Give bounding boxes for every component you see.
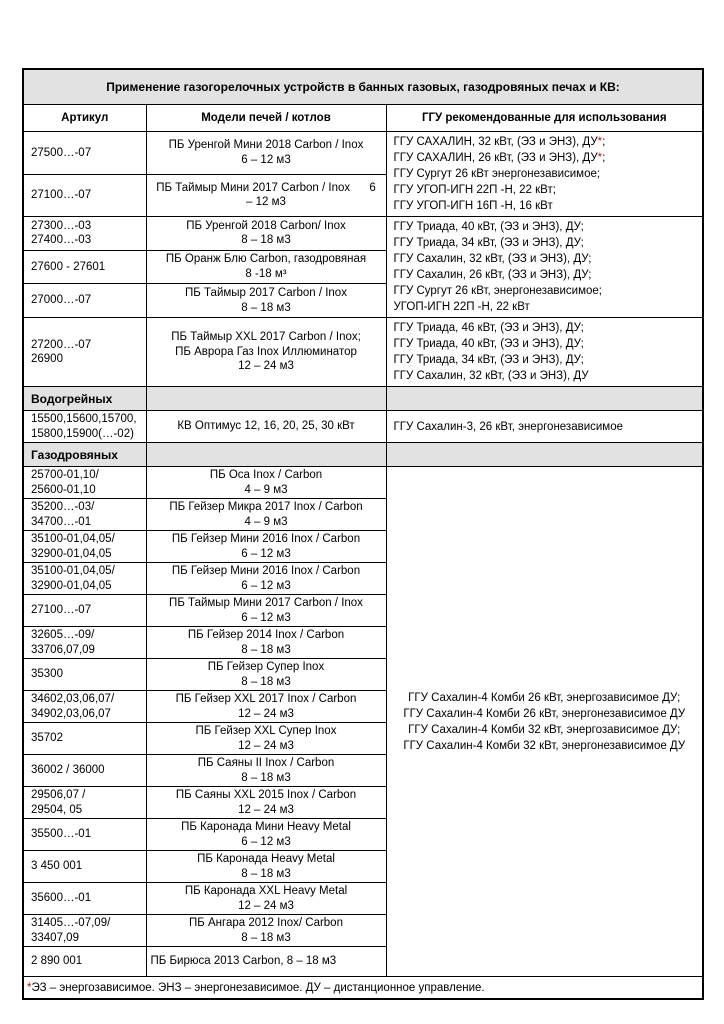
section-empty-cell <box>386 387 703 411</box>
article-line: 25700-01,10/ <box>31 469 99 481</box>
model-cell <box>146 627 386 659</box>
ggu-text: ГГУ Триада, 34 кВт, (ЭЗ и ЭНЗ), ДУ; <box>393 354 584 366</box>
model-line: КВ Оптимус 12, 16, 20, 25, 30 кВт <box>177 420 355 433</box>
ggu-text: ГГУ САХАЛИН, 32 кВт, (ЭЗ и ЭНЗ), ДУ <box>393 136 598 148</box>
model-line: ПБ Гейзер 2014 Inox / Carbon <box>187 629 345 641</box>
article-line: 34902,03,06,07 <box>31 707 111 720</box>
model-line: ПБ Гейзер Микра 2017 Inox / Carbon <box>169 501 363 513</box>
article-line: 27600 - 27601 <box>31 260 106 273</box>
article-line: 27100…-07 <box>31 189 92 201</box>
section-empty-cell <box>146 387 386 411</box>
ggu-text: ГГУ Триада, 40 кВт, (ЭЗ и ЭНЗ), ДУ; <box>393 221 584 233</box>
model-cell <box>146 499 386 531</box>
ggu-cell <box>386 318 703 387</box>
model-line: 8 – 18 м3 <box>241 867 291 880</box>
ggu-text: ГГУ Триада, 40 кВт, (ЭЗ и ЭНЗ), ДУ; <box>393 338 584 350</box>
ggu-text: ГГУ Сахалин-4 Комби 32 кВт, энергонезависимое ДУ <box>403 739 686 752</box>
model-line: 4 – 9 м3 <box>244 515 288 528</box>
ggu-text: ГГУ Сахалин-3, 26 кВт, энергонезависимое <box>393 420 624 433</box>
model-line: ПБ Саяны XXL 2015 Inox / Carbon <box>175 789 357 801</box>
ggu-line <box>394 267 701 283</box>
column-header-article: Артикул <box>23 105 146 132</box>
model-cell <box>146 723 386 755</box>
model-line: 8 – 18 м3 <box>241 301 291 314</box>
ggu-text: ГГУ Сахалин-4 Комби 26 кВт, энергозависимое ДУ; <box>408 691 681 704</box>
model-line: 6 – 12 м3 <box>241 835 291 848</box>
article-cell <box>23 947 146 977</box>
table-row <box>23 411 703 443</box>
model-line: 8 – 18 м3 <box>241 675 291 688</box>
model-line: ПБ Таймыр Мини 2017 Carbon / Inox <box>169 597 363 609</box>
ggu-application-table <box>22 68 704 1000</box>
model-line: 6 – 12 м3 <box>241 579 291 592</box>
article-cell <box>23 883 146 915</box>
article-cell <box>23 819 146 851</box>
article-line: 15500,15600,15700, <box>31 413 137 425</box>
ggu-line <box>394 368 701 384</box>
model-cell <box>146 787 386 819</box>
model-cell <box>146 755 386 787</box>
section-label: Водогрейных <box>23 387 146 411</box>
article-cell <box>23 787 146 819</box>
footnote-cell <box>23 977 703 1000</box>
article-line: 29506,07 / <box>31 789 86 801</box>
article-line: 27100…-07 <box>31 604 92 617</box>
table-row <box>23 467 703 499</box>
article-cell <box>23 659 146 691</box>
article-cell <box>23 284 146 318</box>
article-line: 35600…-01 <box>31 892 92 905</box>
article-line: 35100-01,04,05/ <box>31 533 115 545</box>
model-cell <box>146 318 386 387</box>
ggu-suffix: ; <box>602 152 606 164</box>
model-line: ПБ Ангара 2012 Inox/ Carbon <box>189 917 343 929</box>
model-cell <box>146 883 386 915</box>
model-line: ПБ Каронада Heavy Metal <box>197 853 335 865</box>
article-cell <box>23 250 146 284</box>
ggu-text: УГОП-ИГН 22П -Н, 22 кВт <box>393 301 530 313</box>
footnote-row <box>23 977 703 1000</box>
model-line: ПБ Уренгой 2018 Carbon/ Inox <box>186 219 346 232</box>
ggu-line <box>394 235 701 251</box>
ggu-text: ГГУ Сахалин, 26 кВт, (ЭЗ и ЭНЗ), ДУ; <box>393 269 592 281</box>
ggu-text: ГГУ УГОП-ИГН 22П -Н, 22 кВт; <box>393 184 556 196</box>
article-line: 36002 / 36000 <box>31 764 105 777</box>
article-line: 32900-01,04,05 <box>31 547 112 560</box>
model-line: 8 – 18 м3 <box>241 643 291 656</box>
ggu-text: ГГУ Сахалин-4 Комби 32 кВт, энергозависимое ДУ; <box>408 723 681 736</box>
article-cell <box>23 467 146 499</box>
footnote-ref-asterisk: * <box>597 136 603 148</box>
article-line: 34700…-01 <box>31 515 92 528</box>
ggu-line <box>394 283 701 299</box>
model-line: ПБ Гейзер XXL Супер Inox <box>195 725 337 737</box>
model-cell <box>146 947 386 977</box>
model-line: ПБ Гейзер XXL 2017 Inox / Carbon <box>175 693 357 705</box>
article-line: 33407,09 <box>31 931 79 944</box>
article-line: 27400…-03 <box>31 234 92 247</box>
model-line: 6 – 12 м3 <box>241 611 291 624</box>
model-line: ПБ Оранж Блю Carbon, газодровяная <box>165 253 367 266</box>
ggu-text: ГГУ Сахалин, 32 кВт, (ЭЗ и ЭНЗ), ДУ; <box>393 253 592 265</box>
article-line: 15800,15900(…-02) <box>31 427 134 440</box>
model-line: 12 – 24 м3 <box>238 707 294 720</box>
article-line: 35500…-01 <box>31 828 92 841</box>
ggu-line <box>394 198 701 214</box>
article-line: 27500…-07 <box>31 146 92 159</box>
ggu-cell <box>386 411 703 443</box>
model-cell <box>146 132 386 175</box>
model-cell <box>146 851 386 883</box>
section-label: Газодровяных <box>23 443 146 467</box>
model-line: 12 – 24 м3 <box>238 360 294 373</box>
ggu-line <box>394 182 701 198</box>
article-cell <box>23 691 146 723</box>
model-line: ПБ Таймыр 2017 Carbon / Inox <box>185 287 347 300</box>
model-line: ПБ Гейзер Супер Inox <box>207 661 325 673</box>
title-row <box>23 69 703 105</box>
table-row <box>23 217 703 251</box>
model-line: ПБ Каронада XXL Heavy Metal <box>184 885 348 897</box>
model-line: ПБ Аврора Газ Inox Иллюминатор <box>175 345 357 358</box>
model-cell <box>146 411 386 443</box>
article-cell <box>23 318 146 387</box>
article-line: 27300…-03 <box>31 219 92 232</box>
ggu-line <box>394 251 701 267</box>
model-line: 4 – 9 м3 <box>244 483 288 496</box>
model-cell <box>146 819 386 851</box>
article-line: 29504, 05 <box>31 803 83 816</box>
ggu-line <box>394 134 701 150</box>
article-cell <box>23 627 146 659</box>
article-line: 35300 <box>31 668 63 681</box>
article-line: 27000…-07 <box>31 294 92 307</box>
article-line: 25600-01,10 <box>31 483 96 496</box>
model-line: 6 – 12 м3 <box>241 547 291 560</box>
model-cell <box>146 595 386 627</box>
article-line: 32900-01,04,05 <box>31 579 112 592</box>
model-line: 6 – 12 м3 <box>241 153 291 166</box>
article-cell <box>23 174 146 217</box>
model-line: 8 – 18 м3 <box>241 931 291 944</box>
model-line: ПБ Уренгой Мини 2018 Carbon / Inox <box>168 139 364 152</box>
ggu-line <box>394 320 701 336</box>
model-line: ПБ Таймыр Мини 2017 Carbon / Inox 6 <box>156 181 376 194</box>
model-line: 8 – 18 м3 <box>241 234 291 247</box>
model-line: – 12 м3 <box>246 196 286 209</box>
article-line: 35100-01,04,05/ <box>31 565 115 577</box>
article-line: 35702 <box>31 732 63 745</box>
footnote-asterisk: * <box>27 981 32 994</box>
article-cell <box>23 411 146 443</box>
article-cell <box>23 595 146 627</box>
article-line: 3 450 001 <box>31 860 83 873</box>
article-line: 32605…-09/ <box>31 629 95 641</box>
model-line: ПБ Саяны II Inox / Carbon <box>197 757 335 769</box>
article-cell <box>23 723 146 755</box>
footnote-ref-asterisk: * <box>597 152 603 164</box>
column-header-ggu: ГГУ рекомендованные для использования <box>386 105 703 132</box>
article-line: 27200…-07 <box>31 338 92 351</box>
model-cell <box>146 284 386 318</box>
model-cell <box>146 217 386 251</box>
ggu-text: ГГУ Триада, 34 кВт, (ЭЗ и ЭНЗ), ДУ; <box>393 237 584 249</box>
model-line: 12 – 24 м3 <box>238 739 294 752</box>
section-band-row <box>23 387 703 411</box>
ggu-line <box>394 299 701 315</box>
table-title: Применение газогорелочных устройств в банных газовых, газодровяных печах и КВ: <box>23 69 703 105</box>
model-cell <box>146 467 386 499</box>
ggu-text: ГГУ УГОП-ИГН 16П -Н, 16 кВт <box>393 200 553 212</box>
ggu-line <box>394 219 701 235</box>
article-line: 26900 <box>31 353 63 365</box>
footnote-text: ЭЗ – энергозависимое. ЭНЗ – энергонезависимое. ДУ – дистанционное управление. <box>31 981 485 994</box>
model-line: ПБ Гейзер Мини 2016 Inox / Carbon <box>171 565 361 577</box>
model-cell <box>146 563 386 595</box>
column-header-row <box>23 105 703 132</box>
model-line: ПБ Гейзер Мини 2016 Inox / Carbon <box>171 533 361 545</box>
ggu-line <box>389 738 701 754</box>
article-line: 34602,03,06,07/ <box>31 693 115 705</box>
model-cell <box>146 915 386 947</box>
ggu-line <box>389 722 701 738</box>
ggu-line <box>394 166 701 182</box>
model-cell <box>146 531 386 563</box>
ggu-text: ГГУ Сахалин, 32 кВт, (ЭЗ и ЭНЗ), ДУ <box>393 370 589 382</box>
ggu-line <box>394 336 701 352</box>
ggu-cell <box>386 132 703 217</box>
model-line: ПБ Бирюса 2013 Carbon, 8 – 18 м3 <box>150 955 337 968</box>
ggu-text: ГГУ Сургут 26 кВт энергонезависимое; <box>393 168 601 180</box>
model-cell <box>146 691 386 723</box>
ggu-text: ГГУ Триада, 46 кВт, (ЭЗ и ЭНЗ), ДУ; <box>393 322 584 334</box>
article-line: 31405…-07,09/ <box>31 917 111 929</box>
table-row <box>23 318 703 387</box>
table-row <box>23 132 703 175</box>
article-cell <box>23 217 146 251</box>
article-cell <box>23 132 146 175</box>
column-header-models: Модели печей / котлов <box>146 105 386 132</box>
ggu-line <box>394 150 701 166</box>
ggu-suffix: ; <box>602 136 606 148</box>
article-cell <box>23 499 146 531</box>
model-line: ПБ Каронада Мини Heavy Metal <box>181 821 351 833</box>
model-cell <box>146 659 386 691</box>
article-cell <box>23 531 146 563</box>
ggu-text: ГГУ Сахалин-4 Комби 26 кВт, энергонезависимое ДУ <box>403 707 686 720</box>
article-cell <box>23 915 146 947</box>
article-cell <box>23 851 146 883</box>
ggu-line <box>389 690 701 706</box>
model-line: 8 -18 м³ <box>245 267 287 280</box>
section-empty-cell <box>386 443 703 467</box>
ggu-line <box>389 706 701 722</box>
ggu-text: ГГУ Сургут 26 кВт, энергонезависимое; <box>393 285 602 297</box>
article-cell <box>23 563 146 595</box>
model-cell <box>146 174 386 217</box>
ggu-text: ГГУ САХАЛИН, 26 кВт, (ЭЗ и ЭНЗ), ДУ <box>393 152 598 164</box>
section-empty-cell <box>146 443 386 467</box>
section-band-row <box>23 443 703 467</box>
model-line: 12 – 24 м3 <box>238 803 294 816</box>
ggu-line <box>394 352 701 368</box>
model-cell <box>146 250 386 284</box>
model-line: 8 – 18 м3 <box>241 771 291 784</box>
article-line: 33706,07,09 <box>31 643 95 656</box>
article-line: 2 890 001 <box>31 955 83 968</box>
model-line: ПБ Оса Inox / Carbon <box>209 469 323 481</box>
article-cell <box>23 755 146 787</box>
model-line: ПБ Таймыр XXL 2017 Carbon / Inox; <box>171 331 361 344</box>
ggu-cell <box>386 467 703 977</box>
document-page <box>22 68 702 1000</box>
ggu-line <box>394 419 701 435</box>
article-line: 35200…-03/ <box>31 501 95 513</box>
ggu-cell <box>386 217 703 318</box>
model-line: 12 – 24 м3 <box>238 899 294 912</box>
